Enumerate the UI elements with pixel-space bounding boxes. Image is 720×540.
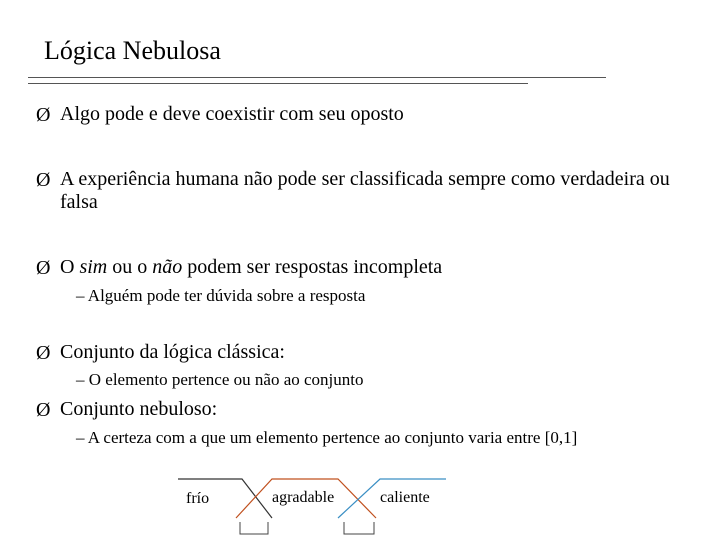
label-hot: caliente [380, 489, 430, 506]
bullet-marker: Ø [36, 342, 51, 364]
bullet-text-1: Algo pode e deve coexistir com seu oposto [60, 103, 404, 125]
bullet-3-word-sim: sim [79, 256, 108, 278]
bullet-3-part: ou o [107, 256, 153, 278]
bullet-marker: Ø [36, 104, 51, 126]
sub-bullet-4: – O elemento pertence ou não ao conjunto [76, 370, 364, 389]
sub-bullet-3: – Alguém pode ter dúvida sobre a resposta [76, 286, 366, 305]
label-cold: frío [186, 490, 210, 507]
sub-bullet-5: – A certeza com a que um elemento pertence ao conjunto varia entre [0,1] [76, 428, 578, 447]
bullet-marker: Ø [36, 399, 51, 421]
cold-support-bracket [240, 522, 268, 534]
bullet-3-part: podem ser respostas incompleta [182, 256, 443, 278]
bullet-3-part: O [60, 256, 80, 278]
bullet-3-word-nao: não [152, 256, 183, 278]
bullet-text-4: Conjunto da lógica clássica: [60, 341, 285, 363]
hot-support-bracket [344, 522, 374, 534]
label-warm: agradable [272, 489, 335, 506]
bullet-marker: Ø [36, 169, 51, 191]
bullet-text-2: A experiência humana não pode ser classificada sempre como verdadeira ou falsa [60, 168, 670, 213]
bullet-text-5: Conjunto nebuloso: [60, 398, 218, 420]
bullet-marker: Ø [36, 257, 51, 279]
page-title: Lógica Nebulosa [44, 36, 221, 65]
